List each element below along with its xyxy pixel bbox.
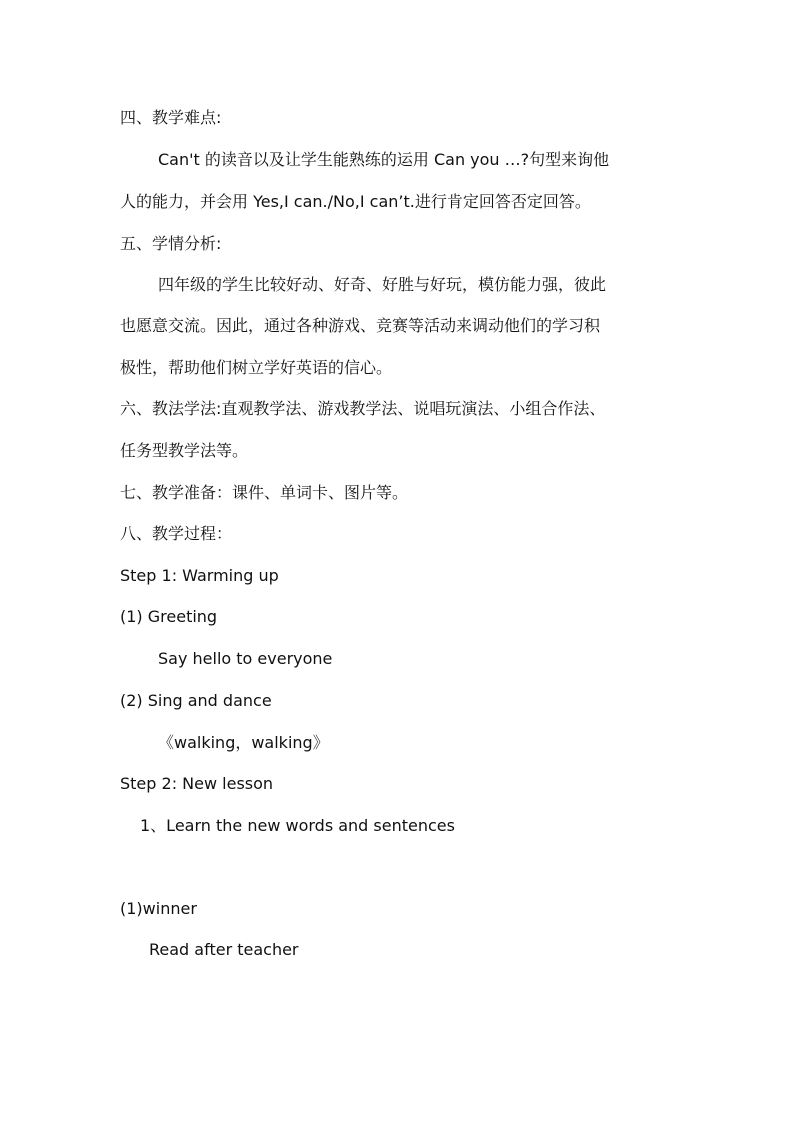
paragraph-line: 人的能力，并会用 Yes,I can./No,I can’t.进行肯定回答否定回答。	[120, 192, 591, 211]
substep-heading: (1) Greeting	[120, 607, 218, 626]
substep-heading: (1)winner	[120, 899, 197, 918]
paragraph-line: 任务型教学法等。	[120, 441, 249, 460]
heading-teaching-process: 八、教学过程：	[120, 524, 233, 543]
heading-teaching-difficulties: 四、教学难点:	[120, 108, 222, 127]
paragraph-line: 四年级的学生比较好动、好奇、好胜与好玩，模仿能力强，彼此	[158, 275, 607, 294]
paragraph-line: 也愿意交流。因此，通过各种游戏、竞赛等活动来调动他们的学习积	[120, 316, 601, 335]
substep-detail: 《walking，walking》	[158, 733, 329, 752]
substep-detail: Say hello to everyone	[158, 649, 333, 668]
paragraph-line: Can't 的读音以及让学生能熟练的运用 Can you …?句型来询他	[158, 150, 610, 169]
substep-heading: (2) Sing and dance	[120, 691, 272, 710]
heading-teaching-preparation: 七、教学准备：课件、单词卡、图片等。	[120, 483, 409, 502]
step-heading: Step 1: Warming up	[120, 566, 279, 585]
heading-teaching-methods: 六、教法学法:直观教学法、游戏教学法、说唱玩演法、小组合作法、	[120, 399, 606, 418]
heading-student-analysis: 五、学情分析:	[120, 234, 222, 253]
paragraph-line: 极性，帮助他们树立学好英语的信心。	[120, 358, 393, 377]
list-item: 1、Learn the new words and sentences	[140, 816, 455, 835]
substep-detail: Read after teacher	[149, 940, 299, 959]
step-heading: Step 2: New lesson	[120, 774, 274, 793]
